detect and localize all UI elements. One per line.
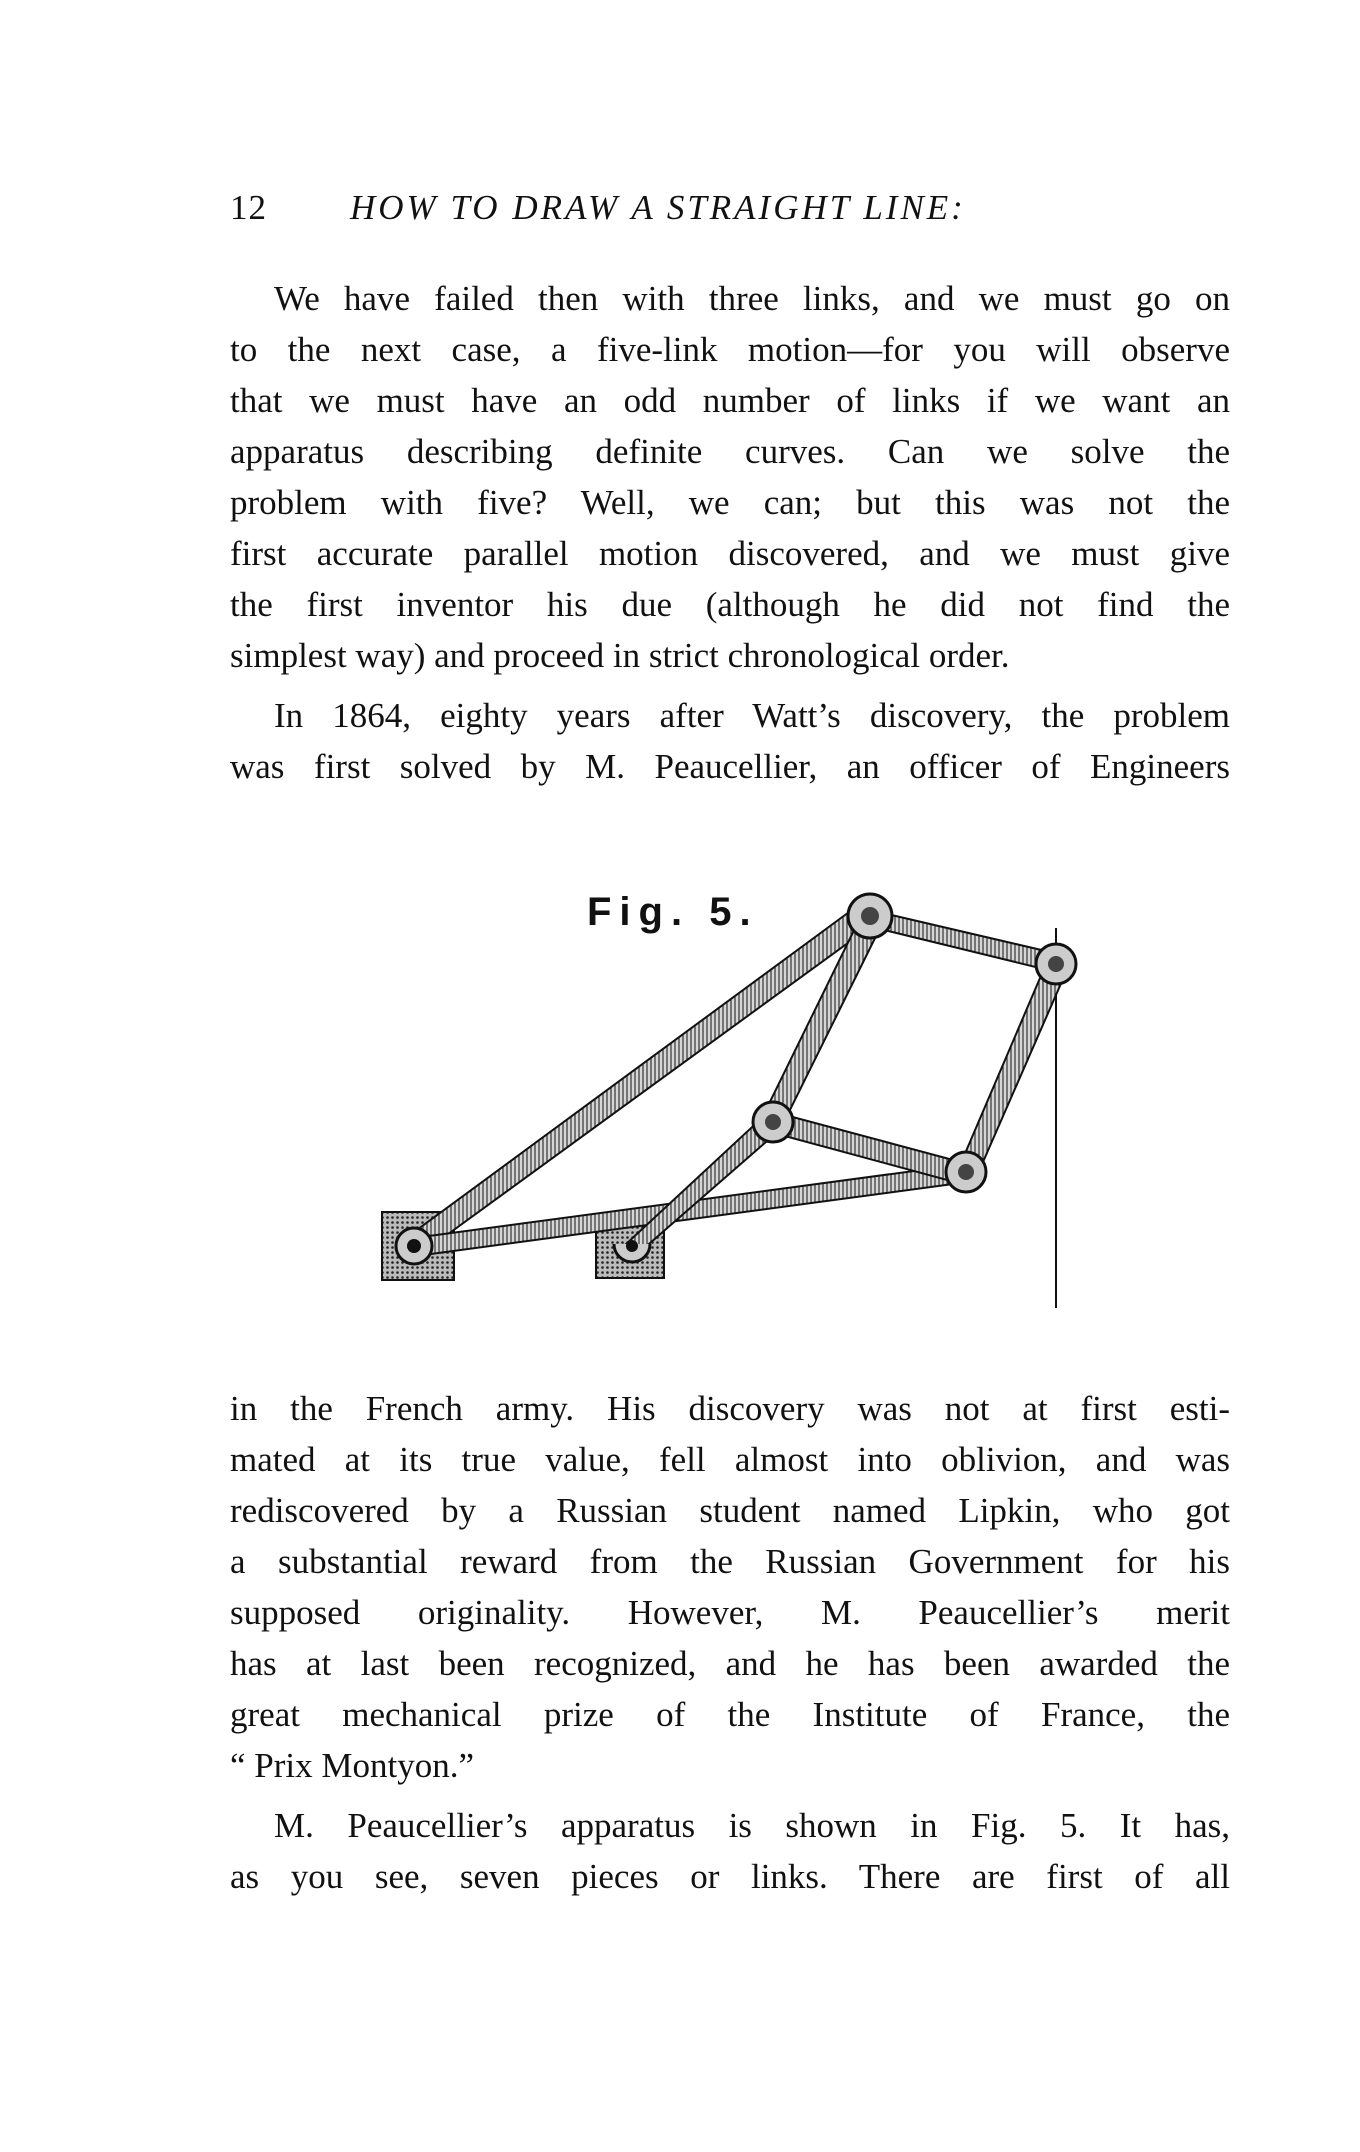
text-line: simplest way) and proceed in strict chronological order. (230, 636, 1010, 675)
paragraph-2 (230, 690, 1230, 792)
text-line: was first solved by M. Peaucellier, an officer of Engineers (230, 747, 1230, 786)
peaucellier-linkage-diagram (370, 880, 1090, 1320)
text-line: mated at its true value, fell almost into oblivion, and was (230, 1440, 1230, 1479)
text-line: problem with five? Well, we can; but this was not the (230, 483, 1230, 522)
joint-left-pivot (396, 1228, 432, 1264)
joint-lower-right (946, 1152, 986, 1192)
text-line: rediscovered by a Russian student named Lipkin, who got (230, 1491, 1230, 1530)
text-line: the first inventor his due (although he did not find the (230, 585, 1230, 624)
paragraph-4 (230, 1800, 1230, 1902)
text-line: a substantial reward from the Russian Government for his (230, 1542, 1230, 1581)
joint-inner (753, 1102, 793, 1142)
text-line: “ Prix Montyon.” (230, 1746, 475, 1785)
joint-tracer (1036, 944, 1076, 984)
text-line: to the next case, a five-link motion—for you will observe (230, 330, 1230, 369)
text-line: apparatus describing definite curves. Can we solve the (230, 432, 1230, 471)
text-line: as you see, seven pieces or links. There are first of all (230, 1857, 1230, 1896)
paragraph-3 (230, 1383, 1230, 1791)
running-title: HOW TO DRAW A STRAIGHT LINE: (350, 188, 966, 227)
rhombus-link-right (958, 964, 1066, 1178)
figure-5 (370, 880, 1090, 1320)
running-header (230, 188, 1230, 236)
text-line: supposed originality. However, M. Peaucellier’s merit (230, 1593, 1230, 1632)
rhombus-link-top (870, 910, 1056, 972)
page-number: 12 (230, 188, 267, 227)
joint-top (848, 894, 892, 938)
figure-caption: Fig. 5. (587, 890, 759, 934)
text-line: first accurate parallel motion discovered, and we must give (230, 534, 1230, 573)
rhombus-link-bottom (770, 1112, 968, 1184)
text-line: We have failed then with three links, and we must go on (274, 279, 1230, 318)
text-line: great mechanical prize of the Institute of France, the (230, 1695, 1230, 1734)
paragraph-1 (230, 273, 1230, 681)
text-line: M. Peaucellier’s apparatus is shown in Fig. 5. It has, (274, 1806, 1230, 1845)
text-line: In 1864, eighty years after Watt’s discovery, the problem (274, 696, 1230, 735)
text-line: that we must have an odd number of links if we want an (230, 381, 1230, 420)
text-line: in the French army. His discovery was not at first esti- (230, 1389, 1230, 1428)
text-line: has at last been recognized, and he has been awarded the (230, 1644, 1230, 1683)
